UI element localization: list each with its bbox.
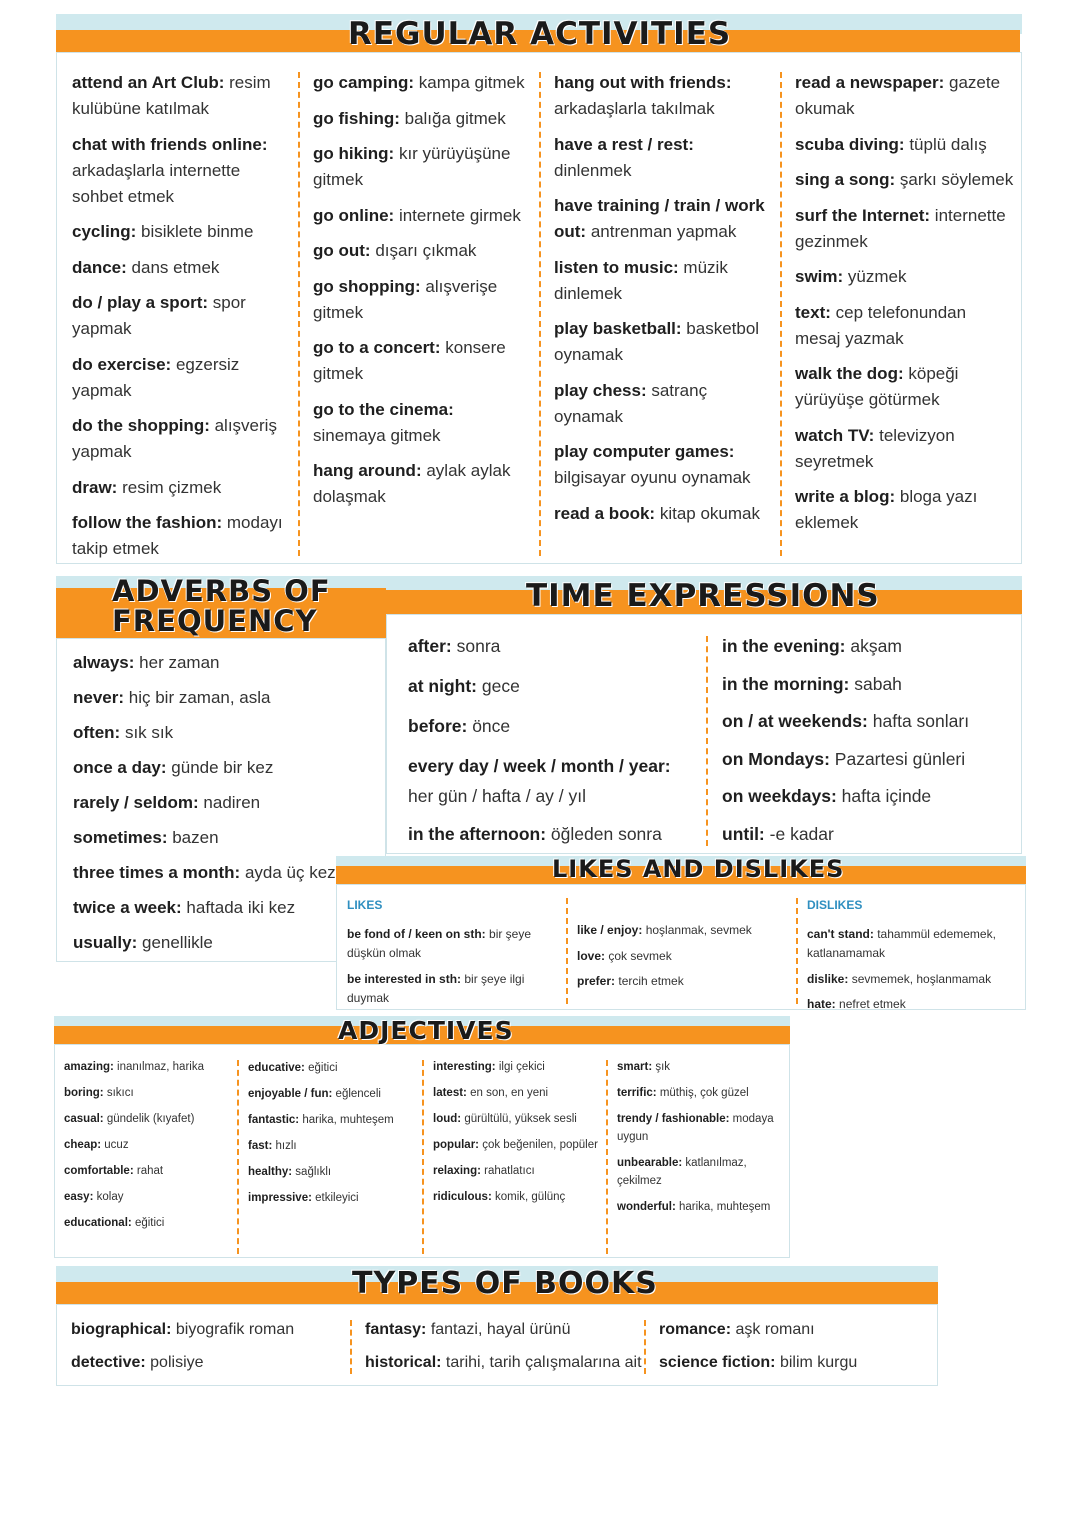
vocab-term: have training / train / work out: — [554, 196, 765, 241]
vocab-term: listen to music: — [554, 257, 679, 277]
vocab-item — [554, 132, 769, 184]
vocab-item — [73, 651, 373, 675]
column-divider — [566, 898, 568, 1004]
vocab-item — [72, 70, 287, 122]
vocab-item — [795, 203, 1015, 255]
vocab-term: hang around: — [313, 461, 422, 480]
vocab-term: have a rest / rest: — [554, 134, 694, 154]
vocab-definition: ucuz — [104, 1139, 129, 1151]
section-title-regular-activities: REGULAR ACTIVITIES — [348, 16, 732, 52]
adverbs-list — [73, 651, 373, 966]
vocab-definition: bloga yazı eklemek — [795, 487, 978, 532]
vocab-definition: modayı takip etmek — [72, 513, 283, 558]
vocab-item — [554, 316, 769, 368]
vocab-definition: kır yürüyüşüne gitmek — [313, 144, 511, 189]
vocab-definition: en son, en yeni — [470, 1087, 549, 1099]
vocab-definition: alışverişe gitmek — [313, 276, 498, 322]
vocab-term: surf the Internet: — [795, 205, 931, 225]
vocab-definition: harika, muhteşem — [678, 1201, 771, 1213]
time-item: every day / week / month / year: her gün / hafta / ay / yıl — [408, 756, 671, 806]
vocab-definition: katlanılmaz, çekilmez — [617, 1157, 747, 1187]
vocab-term: hang out with friends: — [554, 73, 732, 92]
vocab-definition: müthiş, çok güzel — [659, 1087, 749, 1099]
time-col-left — [408, 631, 698, 849]
vocab-term: fantasy: — [365, 1321, 427, 1338]
regular-col-3 — [554, 70, 769, 536]
vocab-term: usually: — [73, 933, 138, 952]
vocab-item — [64, 1136, 234, 1154]
vocab-definition: cep telefonundan mesaj yazmak — [795, 302, 967, 348]
vocab-term: fantastic: — [248, 1114, 300, 1126]
vocab-item — [72, 255, 287, 281]
section-title-types-of-books: TYPES OF BOOKS — [352, 1266, 658, 1301]
vocab-definition: komik, gülünç — [494, 1191, 566, 1203]
vocab-item — [659, 1346, 929, 1379]
books-col-3 — [659, 1313, 929, 1379]
vocab-term: hate: — [807, 997, 836, 1011]
vocab-item — [248, 1189, 413, 1207]
vocab-definition: antrenman yapmak — [590, 222, 737, 241]
vocab-term: play computer games: — [554, 442, 735, 461]
vocab-term: twice a week: — [73, 898, 182, 917]
vocab-term: boring: — [64, 1087, 104, 1099]
vocab-term: detective: — [71, 1354, 146, 1371]
vocab-term: ridiculous: — [433, 1191, 492, 1203]
vocab-item — [807, 995, 1019, 1014]
vocab-item — [313, 238, 528, 264]
vocab-item — [554, 501, 769, 527]
vocab-definition: kampa gitmek — [418, 73, 525, 92]
vocab-item — [72, 510, 287, 562]
vocab-definition: dışarı çıkmak — [375, 241, 477, 260]
vocab-item — [554, 378, 769, 430]
vocab-definition: bir şeye ilgi duymak — [347, 971, 525, 1005]
vocab-item — [248, 1137, 413, 1155]
vocab-term: play chess: — [554, 380, 647, 400]
vocab-term: relaxing: — [433, 1165, 481, 1177]
vocab-definition: şarkı söylemek — [899, 170, 1014, 189]
vocab-definition: harika, muhteşem — [302, 1114, 394, 1126]
column-divider — [298, 72, 300, 556]
vocab-definition: aylak aylak dolaşmak — [313, 461, 511, 506]
vocab-item — [365, 1346, 645, 1379]
vocab-term: go camping: — [313, 73, 415, 92]
vocab-item — [795, 300, 1015, 352]
vocab-definition: tercih etmek — [618, 974, 684, 988]
time-item: in the morning: sabah — [722, 673, 902, 694]
vocab-term: terrific: — [617, 1087, 657, 1099]
vocab-term: science fiction: — [659, 1354, 776, 1371]
column-divider — [350, 1320, 352, 1374]
vocab-term: scuba diving: — [795, 134, 905, 154]
column-divider — [796, 898, 798, 1004]
vocab-term: attend an Art Club: — [72, 73, 225, 92]
vocab-definition: etkileyici — [315, 1192, 359, 1204]
vocab-item — [795, 361, 1015, 413]
column-divider — [606, 1060, 608, 1254]
time-item: before: önce — [408, 716, 511, 736]
vocab-term: three times a month: — [73, 863, 241, 882]
vocab-definition: sıkıcı — [106, 1087, 134, 1099]
vocab-term: interesting: — [433, 1061, 496, 1073]
vocab-term: easy: — [64, 1191, 94, 1203]
vocab-definition: resim kulübüne katılmak — [72, 73, 271, 118]
column-divider — [422, 1060, 424, 1254]
vocab-definition: her zaman — [139, 653, 220, 672]
time-item: at night: gece — [408, 676, 520, 696]
vocab-definition: müzik dinlemek — [554, 257, 728, 303]
vocab-definition: polisiye — [150, 1354, 204, 1371]
vocab-term: go shopping: — [313, 276, 421, 296]
vocab-definition: şık — [655, 1061, 671, 1073]
vocab-definition: eğitici — [308, 1062, 338, 1074]
likes-col-3 — [807, 896, 1019, 1021]
vocab-term: amazing: — [64, 1061, 114, 1073]
regular-col-4 — [795, 70, 1015, 546]
vocab-term: historical: — [365, 1354, 442, 1371]
vocab-term: healthy: — [248, 1166, 293, 1178]
vocab-term: play basketball: — [554, 319, 682, 338]
vocab-term: loud: — [433, 1113, 462, 1125]
vocab-definition: rahat — [136, 1165, 164, 1177]
vocab-item — [433, 1162, 598, 1180]
vocab-item — [248, 1163, 413, 1181]
column-divider — [644, 1320, 646, 1374]
column-divider — [780, 72, 782, 556]
vocab-definition: konsere gitmek — [313, 338, 506, 383]
vocab-item — [577, 972, 787, 991]
time-item: until: -e kadar — [722, 823, 834, 844]
time-item: on / at weekends: hafta sonları — [722, 711, 970, 731]
vocab-item — [64, 1214, 234, 1232]
vocab-item — [795, 264, 1015, 290]
adjectives-col-1 — [64, 1058, 234, 1240]
vocab-definition: spor yapmak — [72, 293, 246, 338]
vocab-definition: tahammül edememek, katlanamamak — [807, 927, 996, 960]
vocab-item — [73, 791, 373, 815]
time-item: on Mondays: Pazartesi günleri — [722, 748, 966, 769]
vocab-definition: televizyon seyretmek — [795, 425, 955, 471]
vocab-item — [617, 1058, 787, 1076]
vocab-item — [577, 947, 787, 966]
vocab-definition: arkadaşlarla takılmak — [554, 99, 715, 118]
vocab-term: be fond of / keen on sth: — [347, 927, 486, 941]
vocab-item — [73, 756, 373, 780]
vocab-term: text: — [795, 302, 831, 322]
regular-col-2 — [313, 70, 528, 520]
vocab-definition: nadiren — [203, 793, 261, 812]
vocab-item — [73, 826, 373, 850]
vocab-item — [795, 70, 1015, 122]
vocab-item — [795, 132, 1015, 158]
vocab-term: go to a concert: — [313, 338, 441, 357]
vocab-term: fast: — [248, 1140, 273, 1152]
vocab-item — [248, 1111, 413, 1129]
likes-list — [347, 925, 557, 1008]
vocab-definition: kitap okumak — [659, 503, 760, 523]
regular-col-1 — [72, 70, 287, 572]
adjectives-col-2 — [248, 1059, 413, 1215]
vocab-definition: sık sık — [124, 723, 174, 742]
vocab-term: do / play a sport: — [72, 293, 209, 312]
vocab-item — [64, 1162, 234, 1180]
vocab-definition: çok sevmek — [608, 948, 672, 963]
vocab-definition: aşk romanı — [735, 1321, 815, 1338]
vocab-term: walk the dog: — [795, 364, 904, 383]
vocab-definition: basketbol oynamak — [554, 319, 760, 364]
vocab-term: cheap: — [64, 1139, 102, 1151]
vocab-item — [617, 1110, 787, 1146]
vocab-item — [71, 1346, 341, 1379]
vocab-definition: bisiklete binme — [140, 222, 254, 241]
vocab-item — [73, 896, 373, 920]
section-title-adverbs — [112, 576, 331, 636]
vocab-term: biographical: — [71, 1321, 172, 1338]
vocab-term: read a book: — [554, 503, 656, 523]
vocab-item — [73, 721, 373, 745]
vocab-item — [347, 970, 557, 1008]
vocab-item — [795, 423, 1015, 475]
vocab-term: trendy / fashionable: — [617, 1113, 730, 1125]
vocab-item — [795, 484, 1015, 536]
vocab-term: impressive: — [248, 1192, 312, 1204]
vocab-term: watch TV: — [795, 425, 875, 445]
vocab-definition: ilgi çekici — [498, 1061, 545, 1073]
vocab-item — [807, 970, 1019, 989]
vocab-term: swim: — [795, 267, 844, 286]
vocab-definition: biyografik roman — [175, 1321, 295, 1338]
vocab-item — [73, 861, 373, 885]
vocab-item — [347, 925, 557, 963]
vocab-item — [433, 1136, 598, 1154]
adjectives-col-4 — [617, 1058, 787, 1224]
vocab-item — [313, 274, 528, 326]
vocab-item — [313, 458, 528, 510]
vocab-term: sometimes: — [73, 828, 168, 847]
vocab-term: write a blog: — [795, 487, 896, 506]
vocab-definition: köpeği yürüyüşe götürmek — [795, 364, 959, 409]
vocab-definition: eğitici — [134, 1217, 165, 1229]
vocab-term: educational: — [64, 1217, 132, 1229]
vocab-item — [71, 1313, 341, 1346]
section-title-likes-dislikes: LIKES AND DISLIKES — [552, 855, 845, 883]
vocab-item — [72, 352, 287, 404]
column-divider — [237, 1060, 239, 1254]
dislikes-list — [807, 925, 1019, 1014]
vocab-item — [807, 925, 1019, 963]
vocab-item — [313, 397, 528, 449]
vocab-item — [313, 106, 528, 132]
vocab-term: go fishing: — [313, 108, 400, 128]
vocab-term: smart: — [617, 1061, 653, 1073]
vocab-definition: rahatlatıcı — [484, 1165, 535, 1177]
dislikes-label: DISLIKES — [807, 898, 863, 912]
vocab-definition: haftada iki kez — [186, 898, 296, 917]
vocab-item — [313, 141, 528, 193]
adverbs-title-line-2: FREQUENCY — [112, 604, 318, 638]
vocab-term: do exercise: — [72, 354, 172, 374]
vocab-definition: egzersiz yapmak — [72, 354, 240, 400]
vocab-term: rarely / seldom: — [73, 793, 199, 812]
vocab-item — [64, 1110, 234, 1128]
time-item: after: sonra — [408, 636, 501, 656]
vocab-term: never: — [73, 688, 125, 707]
vocab-item — [554, 70, 769, 122]
vocab-item — [64, 1084, 234, 1102]
vocab-definition: nefret etmek — [839, 997, 906, 1011]
vocab-item — [617, 1154, 787, 1190]
likes-col-2 — [577, 921, 787, 998]
time-item: in the evening: akşam — [722, 636, 902, 656]
vocab-item — [795, 167, 1015, 193]
vocab-item — [72, 413, 287, 465]
vocab-definition: gazete okumak — [795, 73, 1001, 118]
vocab-term: enjoyable / fun: — [248, 1088, 333, 1100]
vocab-definition: gürültülü, yüksek sesli — [464, 1113, 577, 1125]
vocab-item — [433, 1084, 598, 1102]
vocab-item — [659, 1313, 929, 1346]
vocab-definition: bazen — [172, 828, 219, 847]
vocab-item — [72, 132, 287, 210]
vocab-term: sing a song: — [795, 170, 896, 189]
vocab-term: draw: — [72, 477, 118, 497]
vocab-definition: dans etmek — [131, 257, 220, 277]
vocab-definition: hiç bir zaman, asla — [128, 688, 271, 707]
vocab-item — [617, 1198, 787, 1216]
vocab-item — [313, 70, 528, 96]
vocab-term: can't stand: — [807, 927, 874, 941]
vocab-term: go online: — [313, 205, 395, 225]
vocab-item — [313, 203, 528, 229]
vocab-term: love: — [577, 948, 606, 963]
column-divider — [539, 72, 541, 556]
vocab-definition: fantazi, hayal ürünü — [430, 1321, 571, 1338]
vocab-item — [554, 255, 769, 307]
time-item: in the afternoon: öğleden sonra — [408, 824, 662, 844]
vocab-term: follow the fashion: — [72, 513, 223, 532]
vocab-item — [433, 1188, 598, 1206]
vocab-definition: balığa gitmek — [404, 108, 506, 128]
vocab-term: prefer: — [577, 974, 616, 988]
vocab-item — [554, 439, 769, 491]
vocab-definition: arkadaşlarla internette sohbet etmek — [72, 160, 241, 206]
vocab-term: romance: — [659, 1321, 732, 1338]
vocab-term: dance: — [72, 257, 127, 277]
vocab-item — [64, 1188, 234, 1206]
vocab-term: always: — [73, 653, 135, 672]
vocab-definition: modaya uygun — [617, 1113, 774, 1143]
books-col-2 — [365, 1313, 645, 1379]
vocab-definition: tarihi, tarih çalışmalarına ait — [445, 1354, 642, 1371]
vocab-term: read a newspaper: — [795, 73, 945, 92]
vocab-term: once a day: — [73, 758, 167, 777]
vocab-definition: yüzmek — [847, 267, 907, 286]
vocab-term: latest: — [433, 1087, 467, 1099]
vocab-term: educative: — [248, 1062, 305, 1074]
vocab-term: be interested in sth: — [347, 971, 462, 986]
vocab-term: comfortable: — [64, 1165, 134, 1177]
vocab-definition: gündelik (kıyafet) — [106, 1113, 195, 1125]
vocab-item — [73, 686, 373, 710]
vocab-definition: hızlı — [275, 1140, 297, 1152]
vocab-term: cycling: — [72, 222, 137, 241]
vocab-definition: internette gezinmek — [795, 205, 1006, 251]
vocab-item — [577, 921, 787, 940]
vocab-definition: satranç oynamak — [554, 380, 708, 426]
vocab-item — [365, 1313, 645, 1346]
vocab-definition: bilim kurgu — [779, 1354, 858, 1371]
vocab-item — [617, 1084, 787, 1102]
vocab-term: chat with friends online: — [72, 134, 268, 154]
vocab-item — [73, 931, 373, 955]
vocab-item — [433, 1058, 598, 1076]
adverbs-title-line-1: ADVERBS OF — [112, 574, 331, 608]
vocab-definition: sinemaya gitmek — [313, 425, 441, 445]
vocab-item — [248, 1085, 413, 1103]
vocab-definition: bilgisayar oyunu oynamak — [554, 468, 751, 487]
section-title-time-expressions: TIME EXPRESSIONS — [526, 578, 880, 614]
vocab-item — [433, 1110, 598, 1128]
adjectives-col-3 — [433, 1058, 598, 1214]
time-item: on weekdays: hafta içinde — [722, 786, 932, 806]
likes-label: LIKES — [347, 898, 383, 912]
vocab-definition: çok beğenilen, popüler — [482, 1139, 598, 1151]
vocab-term: dislike: — [807, 971, 849, 986]
vocab-term: wonderful: — [617, 1201, 676, 1213]
vocab-definition: bir şeye düşkün olmak — [347, 927, 532, 960]
vocab-definition: ayda üç kez — [244, 863, 336, 882]
vocab-definition: genellikle — [141, 933, 213, 952]
section-title-adjectives: ADJECTIVES — [338, 1016, 514, 1045]
vocab-term: go hiking: — [313, 144, 395, 163]
vocab-term: do the shopping: — [72, 416, 210, 435]
vocab-definition: günde bir kez — [171, 758, 274, 777]
vocab-item — [313, 335, 528, 387]
vocab-term: often: — [73, 723, 121, 742]
vocab-item — [554, 193, 769, 245]
vocab-definition: kolay — [96, 1191, 124, 1203]
vocab-definition: hoşlanmak, sevmek — [645, 923, 752, 937]
vocab-term: like / enjoy: — [577, 923, 643, 937]
vocab-term: go to the cinema: — [313, 399, 454, 419]
vocab-definition: eğlenceli — [335, 1088, 381, 1100]
column-divider — [706, 636, 708, 846]
vocab-item — [72, 475, 287, 501]
vocab-item — [72, 219, 287, 245]
time-col-right — [722, 631, 1017, 849]
vocab-definition: sevmemek, hoşlanmamak — [851, 971, 992, 986]
vocab-term: casual: — [64, 1113, 104, 1125]
vocab-definition: resim çizmek — [122, 477, 222, 497]
vocab-item — [72, 290, 287, 342]
vocab-term: popular: — [433, 1139, 479, 1151]
vocab-definition: alışveriş yapmak — [72, 416, 277, 461]
likes-col-1 — [347, 896, 557, 1014]
books-col-1 — [71, 1313, 341, 1379]
vocab-definition: inanılmaz, harika — [117, 1061, 204, 1073]
vocab-term: unbearable: — [617, 1157, 683, 1169]
vocab-definition: sağlıklı — [295, 1166, 332, 1178]
vocab-definition: tüplü dalış — [909, 134, 987, 154]
vocab-item — [64, 1058, 234, 1076]
vocab-definition: dinlenmek — [554, 160, 632, 180]
vocab-item — [248, 1059, 413, 1077]
vocab-term: go out: — [313, 241, 371, 260]
vocab-definition: internete girmek — [398, 205, 521, 225]
